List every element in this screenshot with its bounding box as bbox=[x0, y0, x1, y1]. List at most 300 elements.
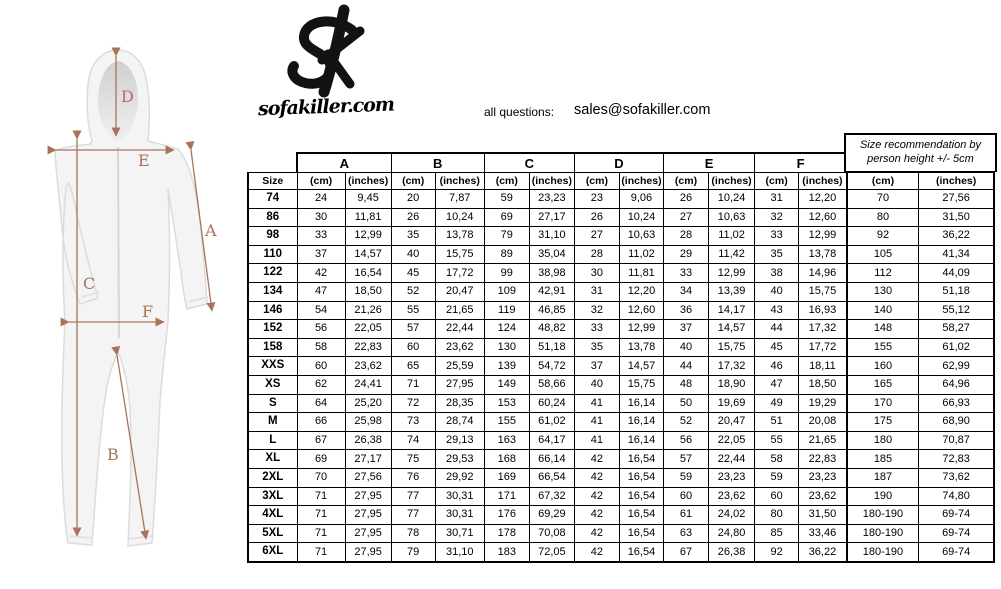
value-cell: 20 bbox=[391, 190, 435, 209]
value-cell: 66,93 bbox=[919, 394, 994, 413]
table-row bbox=[248, 413, 994, 432]
value-cell: 26,38 bbox=[709, 543, 755, 562]
value-cell: 59 bbox=[663, 468, 708, 487]
column-group-header: A bbox=[297, 153, 391, 173]
value-cell: 22,44 bbox=[435, 320, 484, 339]
size-label: 3XL bbox=[248, 487, 297, 506]
value-cell: 22,83 bbox=[799, 450, 847, 469]
value-cell: 180-190 bbox=[847, 543, 919, 562]
value-cell: 45 bbox=[755, 338, 799, 357]
value-cell: 12,60 bbox=[799, 208, 847, 227]
value-cell: 35,04 bbox=[529, 245, 574, 264]
value-cell: 37 bbox=[297, 245, 345, 264]
value-cell: 29,53 bbox=[435, 450, 484, 469]
table-row bbox=[248, 338, 994, 357]
value-cell: 149 bbox=[484, 375, 529, 394]
value-cell: 33,46 bbox=[799, 524, 847, 543]
value-cell: 33 bbox=[663, 264, 708, 283]
value-cell: 16,14 bbox=[619, 394, 663, 413]
value-cell: 66 bbox=[297, 413, 345, 432]
value-cell: 79 bbox=[484, 227, 529, 246]
value-cell: 71 bbox=[297, 524, 345, 543]
value-cell: 23,23 bbox=[799, 468, 847, 487]
value-cell: 40 bbox=[663, 338, 708, 357]
unit-header: (cm) bbox=[484, 173, 529, 190]
value-cell: 30,71 bbox=[435, 524, 484, 543]
value-cell: 92 bbox=[755, 543, 799, 562]
value-cell: 26,38 bbox=[345, 431, 391, 450]
value-cell: 71 bbox=[297, 543, 345, 562]
value-cell: 69,29 bbox=[529, 506, 574, 525]
value-cell: 99 bbox=[484, 264, 529, 283]
value-cell: 34 bbox=[663, 282, 708, 301]
size-label: XL bbox=[248, 450, 297, 469]
value-cell: 78 bbox=[391, 524, 435, 543]
table-row bbox=[248, 245, 994, 264]
value-cell: 28,35 bbox=[435, 394, 484, 413]
measure-label-c: C bbox=[83, 274, 96, 293]
value-cell: 60 bbox=[663, 487, 708, 506]
value-cell: 12,99 bbox=[345, 227, 391, 246]
value-cell: 58,27 bbox=[919, 320, 994, 339]
value-cell: 155 bbox=[484, 413, 529, 432]
value-cell: 24,80 bbox=[709, 524, 755, 543]
value-cell: 18,90 bbox=[709, 375, 755, 394]
column-group-header: D bbox=[574, 153, 663, 173]
value-cell: 72 bbox=[391, 394, 435, 413]
value-cell: 55,12 bbox=[919, 301, 994, 320]
value-cell: 31 bbox=[755, 190, 799, 209]
value-cell: 59 bbox=[755, 468, 799, 487]
value-cell: 16,54 bbox=[619, 506, 663, 525]
value-cell: 73 bbox=[391, 413, 435, 432]
value-cell: 180-190 bbox=[847, 524, 919, 543]
size-label: XXS bbox=[248, 357, 297, 376]
value-cell: 124 bbox=[484, 320, 529, 339]
value-cell: 21,65 bbox=[799, 431, 847, 450]
corner-cell bbox=[248, 153, 297, 173]
contact-email[interactable]: sales@sofakiller.com bbox=[574, 102, 711, 118]
value-cell: 57 bbox=[391, 320, 435, 339]
zipper-line bbox=[118, 147, 119, 338]
value-cell: 60 bbox=[297, 357, 345, 376]
table-row bbox=[248, 264, 994, 283]
value-cell: 41 bbox=[574, 431, 619, 450]
value-cell: 27,95 bbox=[345, 524, 391, 543]
value-cell: 20,08 bbox=[799, 413, 847, 432]
unit-header: (inches) bbox=[709, 173, 755, 190]
size-label: XS bbox=[248, 375, 297, 394]
value-cell: 13,78 bbox=[619, 338, 663, 357]
value-cell: 72,83 bbox=[919, 450, 994, 469]
value-cell: 14,96 bbox=[799, 264, 847, 283]
value-cell: 31,50 bbox=[799, 506, 847, 525]
size-label: M bbox=[248, 413, 297, 432]
value-cell: 43 bbox=[755, 301, 799, 320]
value-cell: 54,72 bbox=[529, 357, 574, 376]
value-cell: 42 bbox=[574, 487, 619, 506]
size-label: S bbox=[248, 394, 297, 413]
value-cell: 16,14 bbox=[619, 431, 663, 450]
value-cell: 13,78 bbox=[799, 245, 847, 264]
value-cell: 69 bbox=[484, 208, 529, 227]
value-cell: 9,45 bbox=[345, 190, 391, 209]
value-cell: 56 bbox=[297, 320, 345, 339]
value-cell: 35 bbox=[755, 245, 799, 264]
table-row bbox=[248, 282, 994, 301]
table-row bbox=[248, 320, 994, 339]
value-cell: 19,69 bbox=[709, 394, 755, 413]
value-cell: 16,54 bbox=[619, 524, 663, 543]
size-label: 134 bbox=[248, 282, 297, 301]
value-cell: 54 bbox=[297, 301, 345, 320]
value-cell: 9,06 bbox=[619, 190, 663, 209]
table-row bbox=[248, 375, 994, 394]
table-row bbox=[248, 190, 994, 209]
value-cell: 42 bbox=[574, 524, 619, 543]
value-cell: 62 bbox=[297, 375, 345, 394]
value-cell: 55 bbox=[755, 431, 799, 450]
value-cell: 28 bbox=[663, 227, 708, 246]
value-cell: 32 bbox=[574, 301, 619, 320]
value-cell: 28,74 bbox=[435, 413, 484, 432]
value-cell: 109 bbox=[484, 282, 529, 301]
value-cell: 52 bbox=[663, 413, 708, 432]
value-cell: 68,90 bbox=[919, 413, 994, 432]
unit-header: (inches) bbox=[619, 173, 663, 190]
value-cell: 30 bbox=[574, 264, 619, 283]
value-cell: 40 bbox=[755, 282, 799, 301]
table-row bbox=[248, 227, 994, 246]
value-cell: 27,17 bbox=[529, 208, 574, 227]
value-cell: 36 bbox=[663, 301, 708, 320]
unit-header: (cm) bbox=[391, 173, 435, 190]
size-label: 110 bbox=[248, 245, 297, 264]
value-cell: 75 bbox=[391, 450, 435, 469]
size-table bbox=[247, 152, 995, 563]
value-cell: 69-74 bbox=[919, 506, 994, 525]
value-cell: 16,14 bbox=[619, 413, 663, 432]
table-row bbox=[248, 506, 994, 525]
size-label: 6XL bbox=[248, 543, 297, 562]
value-cell: 139 bbox=[484, 357, 529, 376]
value-cell: 61 bbox=[663, 506, 708, 525]
size-label: L bbox=[248, 431, 297, 450]
value-cell: 22,05 bbox=[345, 320, 391, 339]
value-cell: 14,17 bbox=[709, 301, 755, 320]
value-cell: 61,02 bbox=[529, 413, 574, 432]
size-label: 152 bbox=[248, 320, 297, 339]
table-row bbox=[248, 524, 994, 543]
value-cell: 27,95 bbox=[345, 506, 391, 525]
value-cell: 21,26 bbox=[345, 301, 391, 320]
size-label: 86 bbox=[248, 208, 297, 227]
value-cell: 65 bbox=[391, 357, 435, 376]
value-cell: 23,62 bbox=[709, 487, 755, 506]
value-cell: 23 bbox=[574, 190, 619, 209]
value-cell: 72,05 bbox=[529, 543, 574, 562]
value-cell: 26 bbox=[663, 190, 708, 209]
garment-illustration bbox=[0, 0, 250, 584]
value-cell: 33 bbox=[297, 227, 345, 246]
value-cell: 41 bbox=[574, 413, 619, 432]
value-cell: 24,02 bbox=[709, 506, 755, 525]
value-cell: 10,63 bbox=[709, 208, 755, 227]
value-cell: 33 bbox=[755, 227, 799, 246]
value-cell: 16,54 bbox=[619, 450, 663, 469]
value-cell: 24,41 bbox=[345, 375, 391, 394]
value-cell: 19,29 bbox=[799, 394, 847, 413]
value-cell: 58 bbox=[297, 338, 345, 357]
value-cell: 10,24 bbox=[709, 190, 755, 209]
value-cell: 44 bbox=[663, 357, 708, 376]
value-cell: 52 bbox=[391, 282, 435, 301]
value-cell: 32 bbox=[755, 208, 799, 227]
value-cell: 11,81 bbox=[345, 208, 391, 227]
table-row bbox=[248, 208, 994, 227]
value-cell: 69-74 bbox=[919, 543, 994, 562]
size-label: 98 bbox=[248, 227, 297, 246]
measure-label-a: A bbox=[205, 221, 217, 240]
value-cell: 40 bbox=[391, 245, 435, 264]
value-cell: 42 bbox=[574, 543, 619, 562]
value-cell: 49 bbox=[755, 394, 799, 413]
value-cell: 15,75 bbox=[709, 338, 755, 357]
value-cell: 74,80 bbox=[919, 487, 994, 506]
value-cell: 38,98 bbox=[529, 264, 574, 283]
value-cell: 47 bbox=[297, 282, 345, 301]
unit-header: (cm) bbox=[755, 173, 799, 190]
value-cell: 64 bbox=[297, 394, 345, 413]
table-row bbox=[248, 450, 994, 469]
unit-header: (cm) bbox=[663, 173, 708, 190]
measure-label-e: E bbox=[138, 151, 150, 170]
value-cell: 70 bbox=[847, 190, 919, 209]
value-cell: 12,99 bbox=[709, 264, 755, 283]
value-cell: 29,13 bbox=[435, 431, 484, 450]
value-cell: 168 bbox=[484, 450, 529, 469]
value-cell: 15,75 bbox=[799, 282, 847, 301]
value-cell: 38 bbox=[755, 264, 799, 283]
value-cell: 41 bbox=[574, 394, 619, 413]
value-cell: 14,57 bbox=[345, 245, 391, 264]
value-cell: 20,47 bbox=[709, 413, 755, 432]
value-cell: 42,91 bbox=[529, 282, 574, 301]
value-cell: 27 bbox=[663, 208, 708, 227]
unit-header: (inches) bbox=[919, 173, 994, 190]
value-cell: 11,02 bbox=[619, 245, 663, 264]
value-cell: 45 bbox=[391, 264, 435, 283]
value-cell: 12,60 bbox=[619, 301, 663, 320]
table-row bbox=[248, 468, 994, 487]
value-cell: 11,42 bbox=[709, 245, 755, 264]
value-cell: 77 bbox=[391, 487, 435, 506]
value-cell: 66,54 bbox=[529, 468, 574, 487]
value-cell: 51 bbox=[755, 413, 799, 432]
value-cell: 7,87 bbox=[435, 190, 484, 209]
column-group-header: C bbox=[484, 153, 574, 173]
value-cell: 63 bbox=[663, 524, 708, 543]
value-cell: 61,02 bbox=[919, 338, 994, 357]
value-cell: 171 bbox=[484, 487, 529, 506]
sofakiller-logo bbox=[282, 4, 370, 98]
value-cell: 180-190 bbox=[847, 506, 919, 525]
value-cell: 178 bbox=[484, 524, 529, 543]
value-cell: 80 bbox=[755, 506, 799, 525]
table-row bbox=[248, 487, 994, 506]
value-cell: 24 bbox=[297, 190, 345, 209]
value-cell: 89 bbox=[484, 245, 529, 264]
value-cell: 26 bbox=[391, 208, 435, 227]
value-cell: 70 bbox=[297, 468, 345, 487]
value-cell: 15,75 bbox=[619, 375, 663, 394]
value-cell: 22,44 bbox=[709, 450, 755, 469]
table-row bbox=[248, 357, 994, 376]
size-label: 74 bbox=[248, 190, 297, 209]
value-cell: 46,85 bbox=[529, 301, 574, 320]
value-cell: 15,75 bbox=[435, 245, 484, 264]
value-cell: 20,47 bbox=[435, 282, 484, 301]
value-cell: 41,34 bbox=[919, 245, 994, 264]
column-group-header: E bbox=[663, 153, 754, 173]
height-recommendation-header: Size recommendation by person height +/- 5cm bbox=[844, 133, 997, 172]
value-cell: 23,62 bbox=[435, 338, 484, 357]
value-cell: 42 bbox=[574, 468, 619, 487]
value-cell: 17,32 bbox=[799, 320, 847, 339]
value-cell: 92 bbox=[847, 227, 919, 246]
unit-header: (cm) bbox=[574, 173, 619, 190]
value-cell: 25,20 bbox=[345, 394, 391, 413]
size-label: 2XL bbox=[248, 468, 297, 487]
value-cell: 17,72 bbox=[435, 264, 484, 283]
value-cell: 26 bbox=[574, 208, 619, 227]
value-cell: 55 bbox=[391, 301, 435, 320]
value-cell: 112 bbox=[847, 264, 919, 283]
value-cell: 58,66 bbox=[529, 375, 574, 394]
value-cell: 16,54 bbox=[619, 468, 663, 487]
value-cell: 27,95 bbox=[435, 375, 484, 394]
unit-header: (inches) bbox=[345, 173, 391, 190]
value-cell: 140 bbox=[847, 301, 919, 320]
size-label: 5XL bbox=[248, 524, 297, 543]
value-cell: 23,62 bbox=[345, 357, 391, 376]
unit-header: (inches) bbox=[799, 173, 847, 190]
value-cell: 16,54 bbox=[619, 487, 663, 506]
unit-header: (inches) bbox=[435, 173, 484, 190]
value-cell: 36,22 bbox=[799, 543, 847, 562]
value-cell: 42 bbox=[297, 264, 345, 283]
size-table-body bbox=[248, 190, 994, 562]
value-cell: 44 bbox=[755, 320, 799, 339]
value-cell: 33 bbox=[574, 320, 619, 339]
value-cell: 30,31 bbox=[435, 506, 484, 525]
value-cell: 12,20 bbox=[799, 190, 847, 209]
value-cell: 60 bbox=[391, 338, 435, 357]
value-cell: 14,57 bbox=[709, 320, 755, 339]
value-cell: 23,62 bbox=[799, 487, 847, 506]
table-unit-row bbox=[248, 173, 994, 190]
measure-label-d: D bbox=[121, 87, 134, 106]
value-cell: 12,99 bbox=[799, 227, 847, 246]
value-cell: 47 bbox=[755, 375, 799, 394]
value-cell: 57 bbox=[663, 450, 708, 469]
value-cell: 10,63 bbox=[619, 227, 663, 246]
value-cell: 59 bbox=[484, 190, 529, 209]
value-cell: 48,82 bbox=[529, 320, 574, 339]
value-cell: 169 bbox=[484, 468, 529, 487]
value-cell: 27,17 bbox=[345, 450, 391, 469]
value-cell: 27 bbox=[574, 227, 619, 246]
value-cell: 185 bbox=[847, 450, 919, 469]
value-cell: 29,92 bbox=[435, 468, 484, 487]
value-cell: 60 bbox=[755, 487, 799, 506]
value-cell: 67 bbox=[297, 431, 345, 450]
size-label: 158 bbox=[248, 338, 297, 357]
table-row bbox=[248, 543, 994, 562]
measure-label-b: B bbox=[107, 445, 119, 464]
value-cell: 10,24 bbox=[619, 208, 663, 227]
value-cell: 16,54 bbox=[619, 543, 663, 562]
size-label: 122 bbox=[248, 264, 297, 283]
value-cell: 64,96 bbox=[919, 375, 994, 394]
value-cell: 35 bbox=[391, 227, 435, 246]
value-cell: 62,99 bbox=[919, 357, 994, 376]
value-cell: 69 bbox=[297, 450, 345, 469]
value-cell: 23,23 bbox=[529, 190, 574, 209]
value-cell: 56 bbox=[663, 431, 708, 450]
value-cell: 30 bbox=[297, 208, 345, 227]
value-cell: 66,14 bbox=[529, 450, 574, 469]
value-cell: 163 bbox=[484, 431, 529, 450]
value-cell: 73,62 bbox=[919, 468, 994, 487]
value-cell: 187 bbox=[847, 468, 919, 487]
value-cell: 31,10 bbox=[435, 543, 484, 562]
table-row bbox=[248, 431, 994, 450]
value-cell: 12,20 bbox=[619, 282, 663, 301]
questions-label: all questions: bbox=[484, 105, 555, 119]
value-cell: 80 bbox=[847, 208, 919, 227]
value-cell: 17,32 bbox=[709, 357, 755, 376]
value-cell: 42 bbox=[574, 450, 619, 469]
value-cell: 28 bbox=[574, 245, 619, 264]
value-cell: 25,59 bbox=[435, 357, 484, 376]
value-cell: 35 bbox=[574, 338, 619, 357]
value-cell: 160 bbox=[847, 357, 919, 376]
value-cell: 31,50 bbox=[919, 208, 994, 227]
value-cell: 148 bbox=[847, 320, 919, 339]
size-label: 146 bbox=[248, 301, 297, 320]
value-cell: 170 bbox=[847, 394, 919, 413]
value-cell: 79 bbox=[391, 543, 435, 562]
value-cell: 18,50 bbox=[799, 375, 847, 394]
value-cell: 50 bbox=[663, 394, 708, 413]
value-cell: 58 bbox=[755, 450, 799, 469]
value-cell: 76 bbox=[391, 468, 435, 487]
value-cell: 36,22 bbox=[919, 227, 994, 246]
value-cell: 18,50 bbox=[345, 282, 391, 301]
value-cell: 40 bbox=[574, 375, 619, 394]
value-cell: 13,39 bbox=[709, 282, 755, 301]
value-cell: 27,95 bbox=[345, 487, 391, 506]
site-name: sofakiller.com bbox=[257, 93, 395, 121]
value-cell: 25,98 bbox=[345, 413, 391, 432]
value-cell: 183 bbox=[484, 543, 529, 562]
value-cell: 10,24 bbox=[435, 208, 484, 227]
value-cell: 46 bbox=[755, 357, 799, 376]
value-cell: 119 bbox=[484, 301, 529, 320]
value-cell: 70,08 bbox=[529, 524, 574, 543]
value-cell: 155 bbox=[847, 338, 919, 357]
